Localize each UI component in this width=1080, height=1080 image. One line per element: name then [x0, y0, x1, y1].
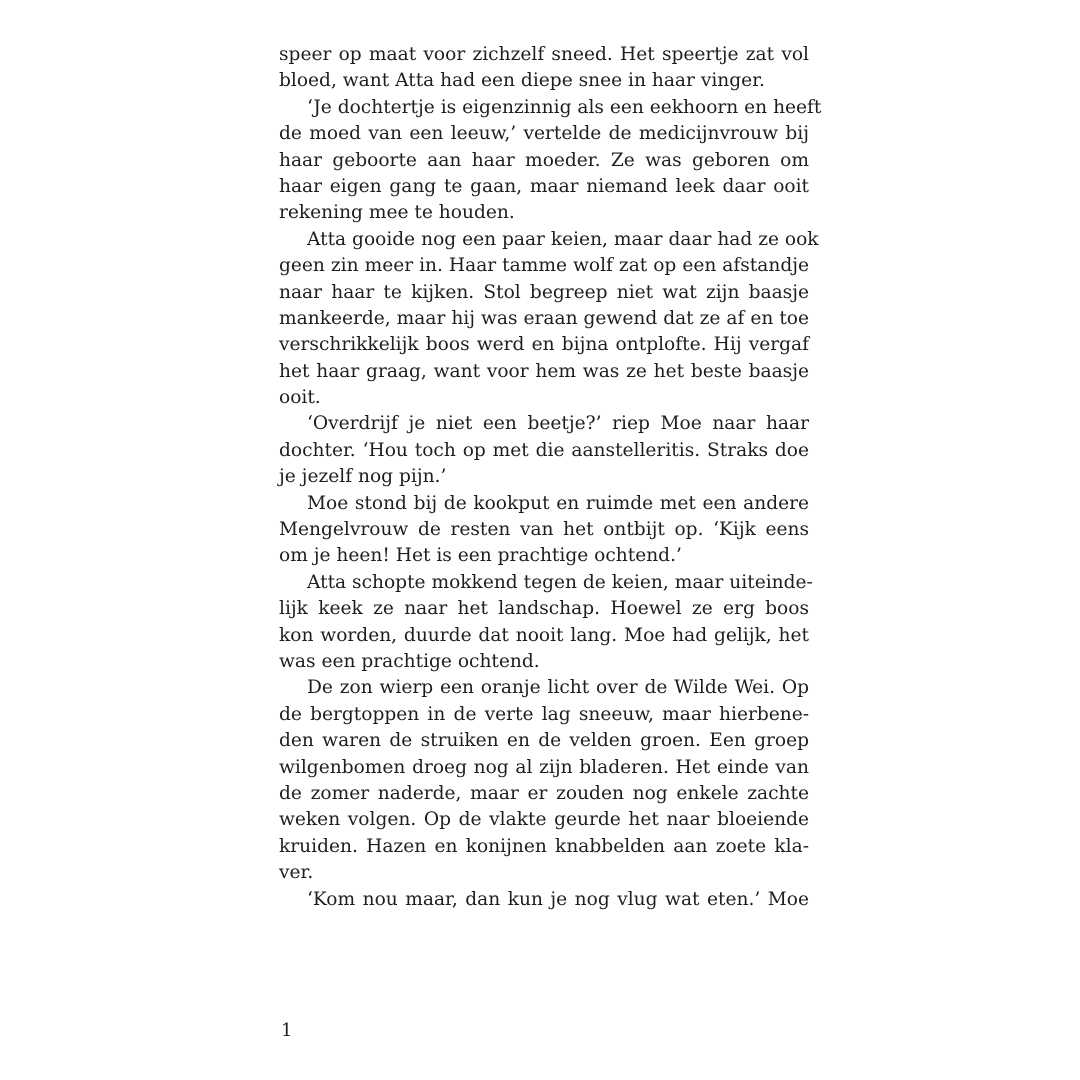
text-line: speer op maat voor zichzelf sneed. Het speertje zat vol	[279, 44, 809, 65]
paragraph	[279, 570, 813, 676]
text-line: Mengelvrouw de resten van het ontbijt op. ‘Kijk eens	[279, 519, 809, 541]
text-line: ‘Kom nou maar, dan kun je nog vlug wat eten.’ Moe	[307, 888, 809, 910]
text-line: om je heen! Het is een prachtige ochtend.’	[279, 545, 682, 567]
text-line: wilgenbomen droeg nog al zijn bladeren. Het einde van	[279, 756, 809, 778]
text-line: ‘Je dochtertje is eigenzinnig als een eekhoorn en heeft	[307, 96, 822, 118]
text-line: verschrikkelijk boos werd en bijna ontplofte. Hij vergaf	[279, 334, 809, 356]
text-line: geen zin meer in. Haar tamme wolf zat op een afstandje	[279, 255, 809, 277]
text-line: naar haar te kijken. Stol begreep niet wat zijn baasje	[279, 281, 809, 303]
text-line: kon worden, duurde dat nooit lang. Moe had gelijk, het	[279, 624, 809, 646]
text-line: mankeerde, maar hij was eraan gewend dat ze af en toe	[279, 307, 809, 329]
paragraph	[279, 411, 809, 490]
book-page-text	[279, 42, 822, 913]
text-line: dochter. ‘Hou toch op met die aanstelleritis. Straks doe	[279, 439, 809, 461]
text-line: bloed, want Atta had een diepe snee in haar vinger.	[279, 70, 765, 92]
text-line: haar eigen gang te gaan, maar niemand leek daar ooit	[279, 175, 809, 197]
text-line: ver.	[279, 862, 314, 884]
paragraph	[279, 42, 809, 95]
text-line: was een prachtige ochtend.	[279, 650, 540, 672]
paragraph	[279, 227, 819, 412]
paragraph	[279, 491, 809, 570]
page-number: 1	[281, 1020, 293, 1041]
text-line: lijk keek ze naar het landschap. Hoewel ze erg boos	[279, 598, 809, 620]
text-line: Atta schopte mokkend tegen de keien, maar uiteinde-	[307, 571, 813, 593]
text-line: rekening mee te houden.	[279, 202, 515, 224]
text-line: je jezelf nog pijn.’	[279, 466, 447, 488]
paragraph	[279, 95, 822, 227]
text-line: den waren de struiken en de velden groen. Een groep	[279, 730, 809, 752]
text-line: ooit.	[279, 387, 321, 409]
text-line: weken volgen. Op de vlakte geurde het naar bloeiende	[279, 809, 809, 831]
paragraph	[279, 675, 809, 886]
text-line: haar geboorte aan haar moeder. Ze was geboren om	[279, 149, 809, 171]
text-line: De zon wierp een oranje licht over de Wilde Wei. Op	[307, 677, 809, 699]
text-line: de zomer naderde, maar er zouden nog enkele zachte	[279, 782, 809, 804]
paragraph	[279, 887, 809, 913]
text-line: de bergtoppen in de verte lag sneeuw, maar hierbene-	[279, 703, 809, 725]
text-line: Atta gooide nog een paar keien, maar daar had ze ook	[307, 228, 819, 250]
text-line: kruiden. Hazen en konijnen knabbelden aan zoete kla-	[279, 835, 809, 857]
text-line: het haar graag, want voor hem was ze het beste baasje	[279, 360, 809, 382]
text-line: de moed van een leeuw,’ vertelde de medicijnvrouw bij	[279, 123, 809, 145]
text-line: Moe stond bij de kookput en ruimde met een andere	[307, 492, 809, 514]
text-line: ‘Overdrijf je niet een beetje?’ riep Moe naar haar	[307, 413, 809, 435]
